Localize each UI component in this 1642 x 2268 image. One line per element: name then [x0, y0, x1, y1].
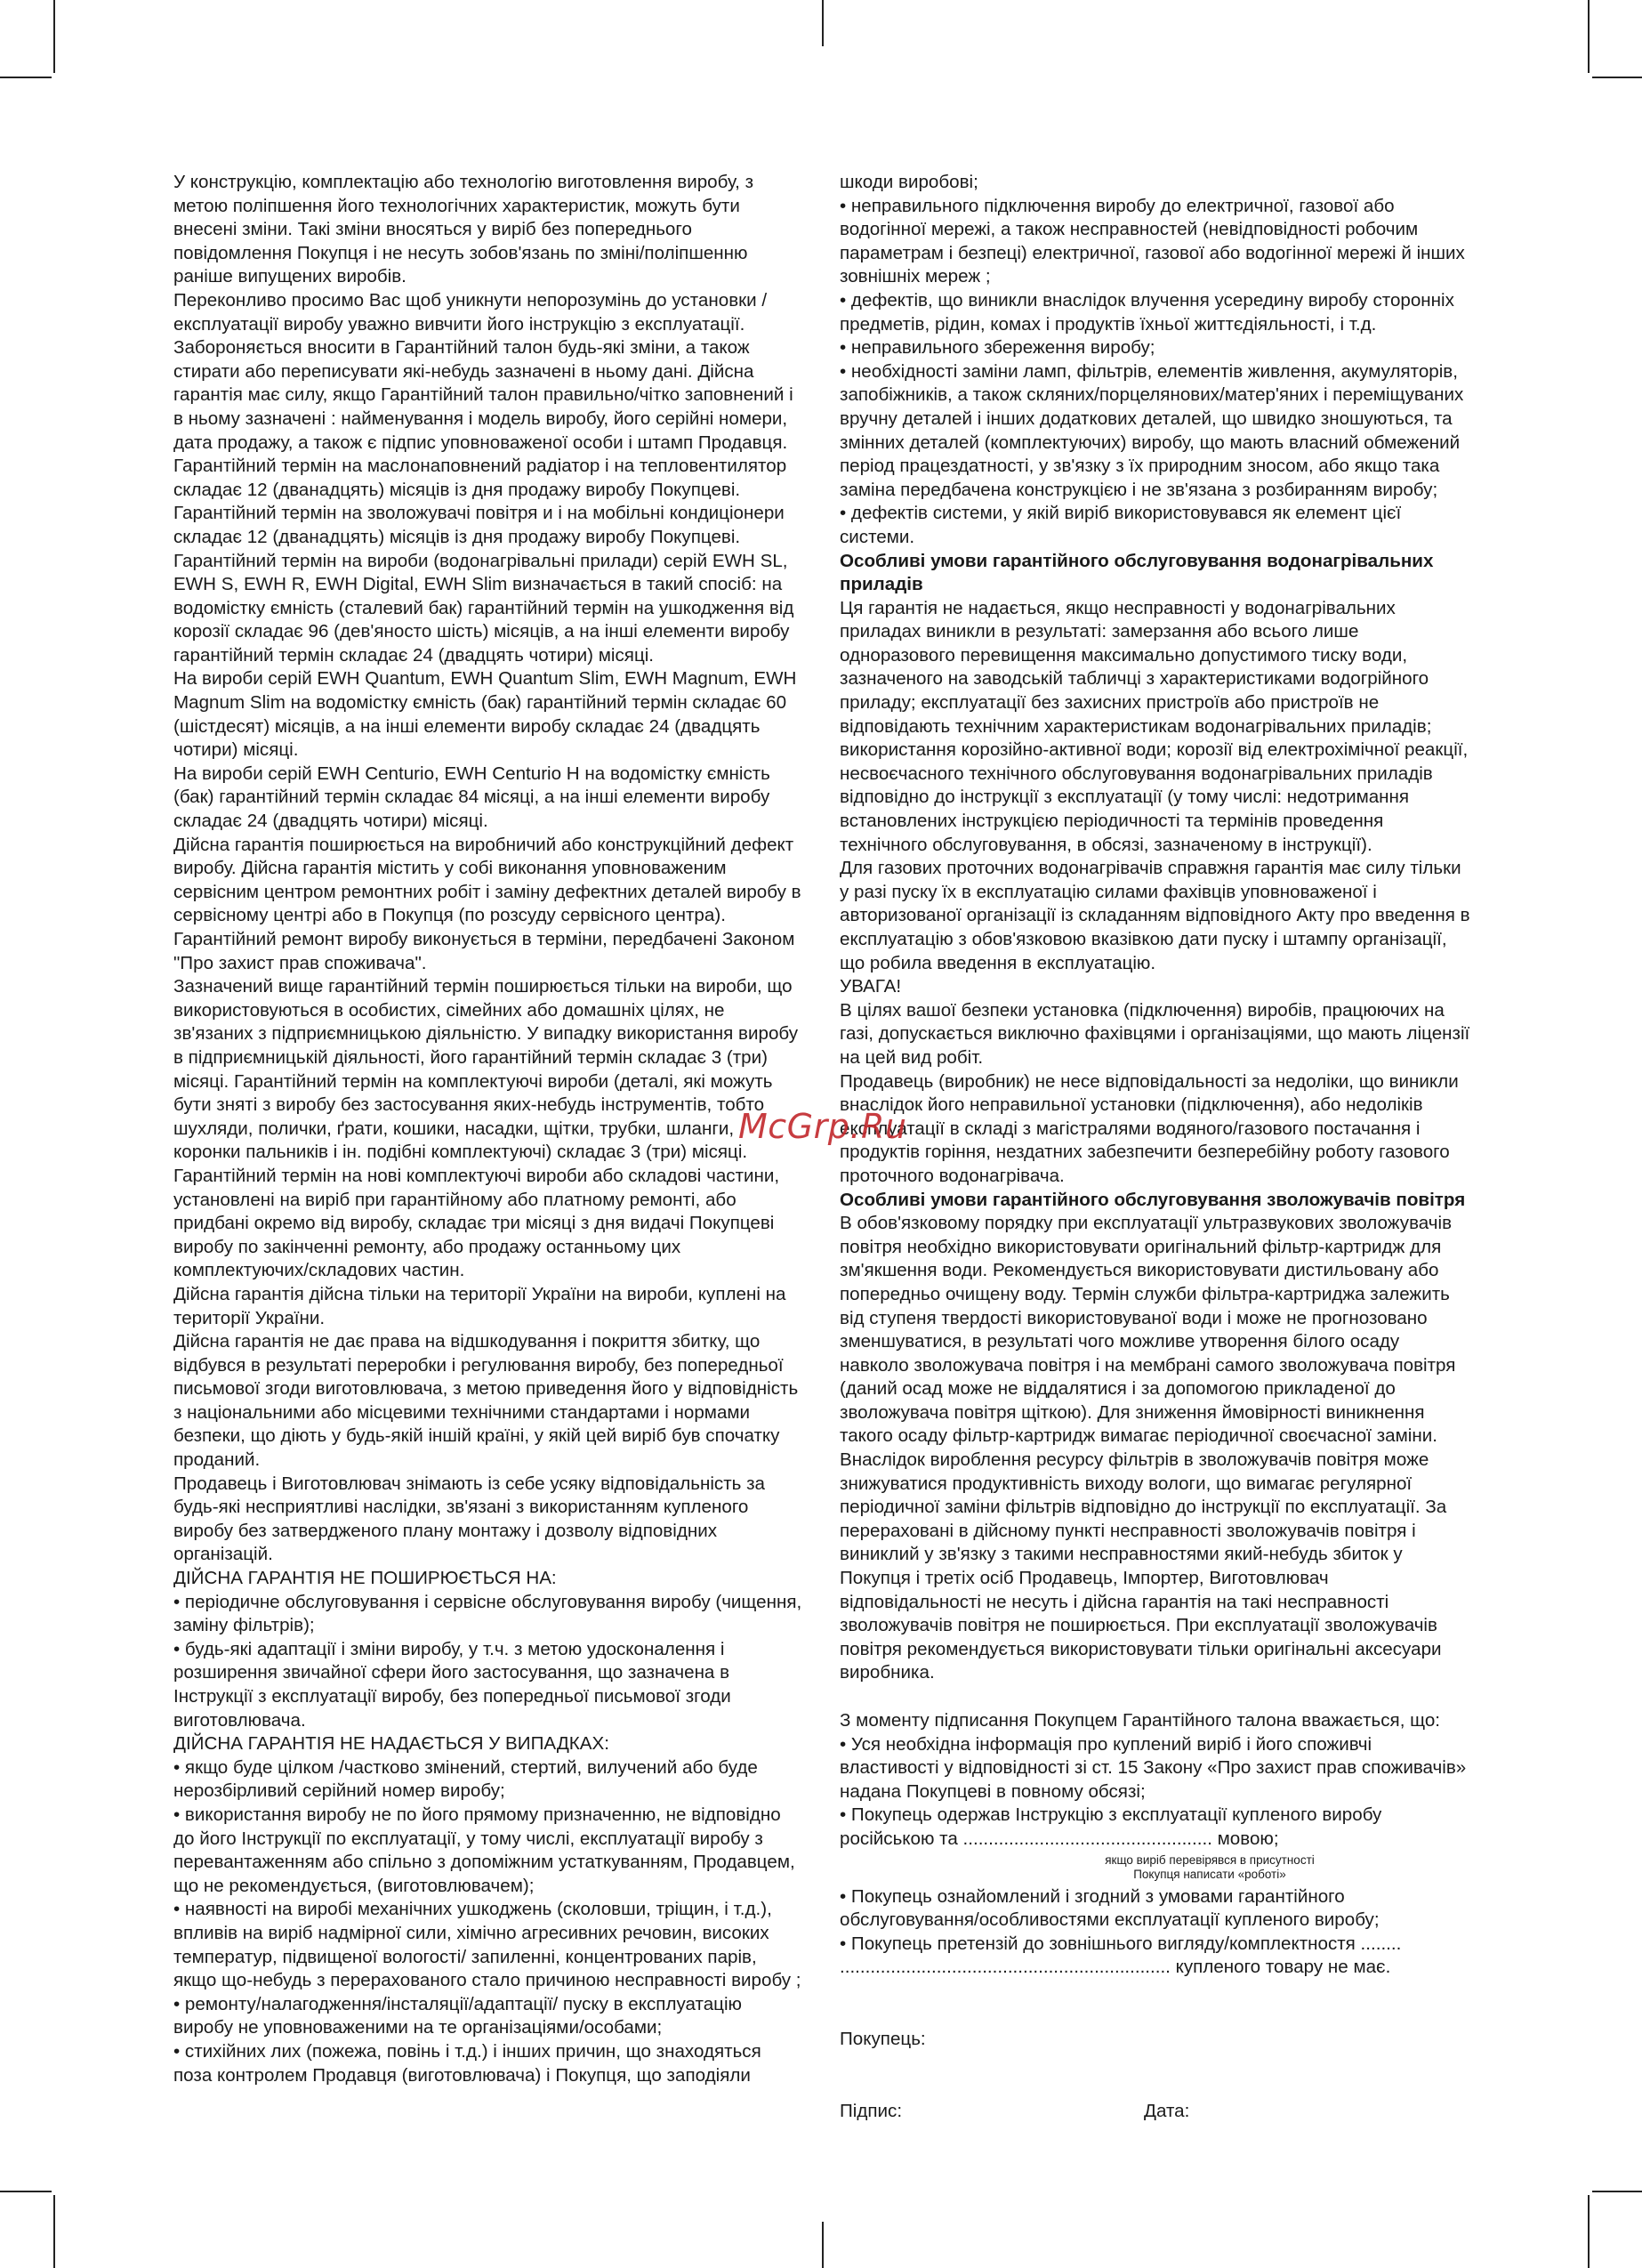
footnote-line: Покупця написати «роботі»	[1133, 1867, 1286, 1881]
footnote	[840, 1853, 1473, 1882]
crop-mark	[1588, 2195, 1590, 2268]
acceptance-item: • Покупець претензій до зовнішнього вигляду/комплектностя ........ ................................................................. купленого товару не має.	[840, 1933, 1402, 1978]
crop-mark	[822, 2222, 824, 2268]
list-item: • періодичне обслуговування і сервісне обслуговування виробу (чищення, заміну фільтрів);	[173, 1591, 802, 1636]
acceptance-intro: З моменту підписання Покупцем Гарантійного талона вважається, що:	[840, 1710, 1441, 1731]
paragraph: В цілях вашої безпеки установка (підключення) виробів, працюючих на газі, допускається виключно фахівцями і організаціями, що мають ліцензії на цей вид робіт.	[840, 999, 1470, 1068]
paragraph: Забороняється вносити в Гарантійний талон будь-які зміни, а також стирати або переписувати які-небудь зазначені в ньому дані. Дійсна гарантія має силу, якщо Гарантійний талон правильно/чітко заповнений і в ньому зазначені : найменування і модель виробу, його серійні номери, дата продажу, а також є підпис уповноваженої особи і штамп Продавця.	[173, 337, 793, 453]
right-column	[840, 171, 1473, 2123]
crop-mark	[0, 2191, 52, 2192]
section-heading-not-provided: ДІЙСНА ГАРАНТІЯ НЕ НАДАЄТЬСЯ У ВИПАДКАХ:	[173, 1733, 609, 1755]
acceptance-item: • Покупець ознайомлений і згодний з умовами гарантійного обслуговування/особливостями експлуатації купленого виробу;	[840, 1885, 1380, 1931]
list-item: • використання виробу не по його прямому призначенню, не відповідно до його Інструкції по експлуатації, у тому числі, експлуатації виробу з перевантаженням або спільно з допоміжним устаткуванням, Продавцем, що не рекомендується, (виготовлювачем);	[173, 1804, 795, 1896]
paragraph: На вироби серій EWH Quantum, EWH Quantum Slim, EWH Magnum, EWH Magnum Slim на водомістку ємність (бак) гарантійний термін складає 60 (шістдесят) місяців, а на інші елементи виробу складає 24 (двадцять чотири) місяці.	[173, 668, 797, 761]
paragraph: Переконливо просимо Вас щоб уникнути непорозумінь до установки /експлуатації виробу уважно вивчити його інструкцію з експлуатації.	[173, 289, 768, 335]
crop-mark	[1592, 2191, 1642, 2192]
spacer	[840, 2052, 1473, 2100]
paragraph: Гарантійний термін на зволожувачі повітря и і на мобільні кондиціонери складає 12 (дванадцять) місяців із дня продажу виробу Покупцеві.	[173, 503, 785, 547]
spacer	[840, 1980, 1473, 2028]
list-item: • неправильного збереження виробу;	[840, 337, 1155, 359]
paragraph: У конструкцію, комплектацію або технологію виготовлення виробу, з метою поліпшення його технологічних характеристик, можуть бути внесені зміни. Такі зміни вносяться у виріб без попереднього повідомлення Покупця і не несуть зобов'язань по зміні/поліпшенню раніше випущених виробів.	[173, 172, 754, 287]
paragraph-continuation: шкоди виробові;	[840, 172, 978, 192]
section-heading-humidifiers: Особливі умови гарантійного обслуговування зволожувачів повітря	[840, 1189, 1466, 1210]
paragraph: На вироби серій EWH Centurio, EWH Centurio H на водомістку ємність (бак) гарантійний термін складає 84 місяці, а на інші елементи виробу складає 24 (двадцять чотири) місяці.	[173, 763, 770, 832]
paragraph: Для газових проточних водонагрівачів справжня гарантія має силу тільки у разі пуску їх в експлуатацію силами фахівців уповноваженої і авторизованої організації із складанням відповідного Акту про введення в експлуатацію з обов'язковою вказівкою дати пуску і штампу організації, що робила введення в експлуатацію.	[840, 858, 1470, 973]
paragraph: Гарантійний термін на маслонаповнений радіатор і на тепловентилятор складає 12 (дванадцять) місяців із дня продажу виробу Покупцеві.	[173, 456, 787, 500]
watermark-logo: McGrp.Ru	[738, 1107, 907, 1146]
list-item: • неправильного підключення виробу до електричної, газової або водогінної мережі, а також несправностей (невідповідності робочим параметрам і безпеці) електричної, газової або водогінної мережі й інших зовнішніх мереж ;	[840, 195, 1465, 287]
buyer-label: Покупець:	[840, 2028, 926, 2049]
paragraph: Дійсна гарантія не дає права на відшкодування і покриття збитку, що відбувся в результаті переробки і регулювання виробу, без попередньої письмової згоди виготовлювача, з метою приведення його у відповідність з національними або місцевими технічними стандартами і нормами безпеки, що діють у будь-якій іншій країні, у якій цей виріб був спочатку проданий.	[173, 1331, 799, 1471]
list-item: • будь-які адаптації і зміни виробу, у т.ч. з метою удосконалення і розширення звичайної сфери його застосування, що зазначена в Інструкції з експлуатації виробу, без попередньої письмової згоди виготовлювача.	[173, 1638, 731, 1731]
paragraph: Дійсна гарантія дійсна тільки на території України на вироби, куплені на території України.	[173, 1283, 786, 1328]
left-column	[173, 171, 803, 2087]
crop-mark	[1588, 0, 1590, 73]
date-label: Дата:	[1144, 2100, 1190, 2121]
crop-mark	[53, 2195, 55, 2268]
list-item: • наявності на виробі механічних ушкоджень (сколовши, тріщин, і т.д.), впливів на виріб надмірної сили, хімічно агресивних речовин, високих температур, підвищеної вологості/ запиленні, концентрованих парів, якщо що-небудь з перерахованого стало причиною несправності виробу ;	[173, 1899, 801, 1991]
paragraph: В обов'язковому порядку при експлуатації ультразвукових зволожувачів повітря необхідно використовувати оригінальний фільтр-картридж для зм'якшення води. Рекомендується використовувати дистильовану або попередньо очищену воду. Термін служби фільтра-картриджа залежить від ступеня твердості використовуваної води і може не прогнозовано зменшуватися, в результаті чого можливе утворення білого осаду навколо зволожувача повітря і на мембрані самого зволожувача повітря (даний осад може не віддалятися і за допомогою прикладеної до зволожувача повітря щіткою). Для зниження ймовірності виникнення такого осаду фільтр-картридж вимагає періодичної своєчасної заміни. Внаслідок вироблення ресурсу фільтрів в зволожувачів повітря може знижуватися продуктивність виходу вологи, що вимагає регулярної періодичної заміни фільтрів відповідно до інструкції по експлуатації. За перераховані в дійсному пункті несправності зволожувачів повітря і виниклий у зв'язку з такими несправностями який-небудь збиток у Покупця і третіх осіб Продавець, Імпортер, Виготовлювач відповідальності не несуть і дійсна гарантія на такі несправності зволожувачів повітря не поширюється. При експлуатації зволожувачів повітря рекомендується використовувати тільки оригінальні аксесуари виробника.	[840, 1213, 1456, 1683]
crop-mark	[53, 0, 55, 73]
list-item: • дефектів, що виникли внаслідок влучення усередину виробу сторонніх предметів, рідин, комах і продуктів їхньої життєдіяльності, і т.д.	[840, 289, 1454, 335]
paragraph: Ця гарантія не надається, якщо несправності у водонагрівальних приладах виникли в результаті: замерзання або всього лише одноразового перевищення максимально допустимого тиску води, зазначеного на заводській табличці з характеристиками водогрійного приладу; експлуатації без захисних пристроїв або пристроїв не відповідають технічним характеристикам водонагрівальних приладів; використання корозійно-активної води; корозії від електрохімічної реакції, несвоєчасного технічного обслуговування водонагрівальних приладів відповідно до інструкції з експлуатації (у тому числі: недотримання встановлених інструкцією періодичності та термінів проведення технічного обслуговування, в обсязі, зазначеному в інструкції).	[840, 597, 1469, 855]
crop-mark	[822, 0, 824, 46]
paragraph: Продавець і Виготовлювач знімають із себе усяку відповідальність за будь-які несприятливі наслідки, зв'язані з використанням купленого виробу без затвердженого плану монтажу і дозволу відповідних організацій.	[173, 1473, 766, 1565]
list-item: • необхідності заміни ламп, фільтрів, елементів живлення, акумуляторів, запобіжників, а також скляних/порцелянових/матер'яних і переміщуваних вручну деталей і інших додаткових деталей, що швидко зношуються, та змінних деталей (комплектуючих) виробу, що мають власний обмежений період працездатності, у зв'язку з їх природним зносом, або якщо така заміна передбачена конструкцією і не зв'язана з розбиранням виробу;	[840, 360, 1464, 500]
signature-row	[840, 2100, 1473, 2124]
paragraph: Дійсна гарантія поширюється на виробничий або конструкційний дефект виробу. Дійсна гарантія містить у собі виконання уповноваженим сервісним центром ремонтних робіт і заміну дефектних деталей виробу в сервісному центрі або в Покупця (по розсуду сервісного центра). Гарантійний ремонт виробу виконується в терміни, передбачені Законом "Про захист прав споживача".	[173, 834, 801, 973]
paragraph: Гарантійний термін на вироби (водонагрівальні прилади) серій EWH SL, EWH S, EWH R, EWH Digital, EWH Slim визначається в такий спосіб: на водомістку ємність (сталевий бак) гарантійний термін на ушкодження від корозії складає 96 (дев'яносто шість) місяців, а на інші елементи виробу гарантійний термін складає 24 (двадцять чотири) місяці.	[173, 550, 794, 666]
crop-mark	[0, 77, 52, 78]
section-heading-not-covered: ДІЙСНА ГАРАНТІЯ НЕ ПОШИРЮЄТЬСЯ НА:	[173, 1568, 557, 1589]
list-item: • дефектів системи, у якій виріб використовувався як елемент цієї системи.	[840, 503, 1402, 547]
paragraph: Зазначений вище гарантійний термін поширюється тільки на вироби, що використовуються в особистих, сімейних або домашніх цілях, не зв'язаних з підприємницькою діяльністю. У випадку використання виробу в підприємницькій діяльності, його гарантійний термін складає 3 (три) місяці. Гарантійний термін на комплектуючі вироби (деталі, які можуть бути зняті з виробу без застосування яких-небудь інструментів, тобто шухляди, полички, ґрати, кошики, насадки, щітки, трубки, шланги, коронки пальників і ін. подібні комплектуючі) складає 3 (три) місяці. Гарантійний термін на нові комплектуючі вироби або складові частини, установлені на виріб при гарантійному або платному ремонті, або придбані окремо від виробу, складає три місяці з дня видачі Покупцеві виробу по закінченні ремонту, або продажу останньому цих комплектуючих/складових частин.	[173, 976, 799, 1281]
signature-label: Підпис:	[840, 2100, 903, 2121]
footnote-line: якщо виріб перевірявся в присутності	[1105, 1852, 1315, 1867]
paragraph: Продавець (виробник) не несе відповідальності за недоліки, що виникли внаслідок його неправильної установки (підключення), або недоліків експлуатації в складі з магістралями водяного/газового постачання і продуктів горіння, нездатних забезпечити безперебійну роботу газового проточного водонагрівача.	[840, 1070, 1459, 1186]
section-heading-water-heaters: Особливі умови гарантійного обслуговування водонагрівальних приладів	[840, 550, 1434, 595]
spacer	[840, 1685, 1473, 1709]
list-item: • ремонту/налагодження/інсталяції/адаптації/ пуску в експлуатацію виробу не уповноваженими на те організаціями/особами;	[173, 1993, 742, 2038]
acceptance-item: • Уся необхідна інформація про куплений виріб і його споживчі властивості у відповідності зі ст. 15 Закону «Про захист прав споживачів» надана Покупцеві в повному обсязі;	[840, 1733, 1467, 1802]
acceptance-item: • Покупець одержав Інструкцію з експлуатації купленого виробу російською та ................................................. мовою;	[840, 1804, 1382, 1849]
list-item: • якщо буде цілком /частково змінений, стертий, вилучений або буде нерозбірливий серійний номер виробу;	[173, 1756, 758, 1802]
warning-label: УВАГА!	[840, 976, 902, 997]
list-item: • стихійних лих (пожежа, повінь і т.д.) і інших причин, що знаходяться поза контролем Продавця (виготовлювача) і Покупця, що заподіяли	[173, 2040, 761, 2086]
crop-mark	[1592, 77, 1642, 78]
